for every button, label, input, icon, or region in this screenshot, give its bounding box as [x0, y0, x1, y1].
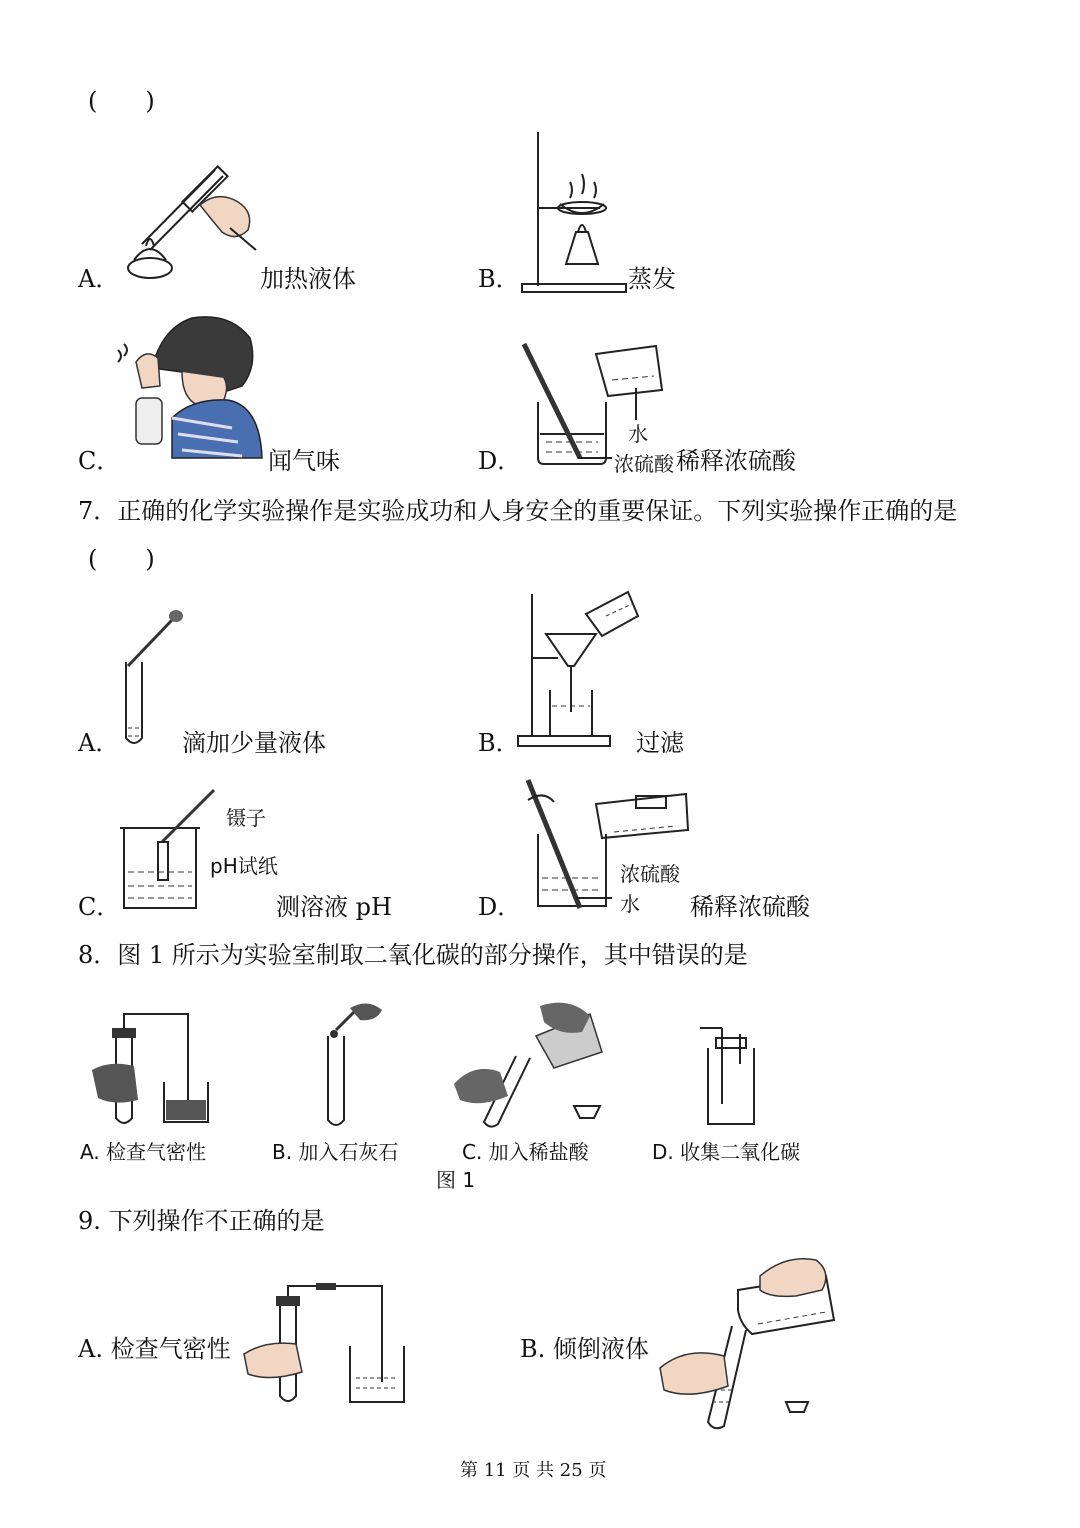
- q7-c-figure-measure-ph: [118, 782, 218, 912]
- q7-option-b-label: 过滤: [636, 729, 684, 757]
- q7-stem: 7．正确的化学实验操作是实验成功和人身安全的重要保证。下列实验操作正确的是: [78, 497, 958, 525]
- q6-option-c-letter: C．: [78, 447, 121, 475]
- q7-option-b-letter: B．: [478, 729, 520, 757]
- q7-option-d-letter: D．: [478, 893, 522, 921]
- q8-option-b: B. 加入石灰石: [272, 1140, 399, 1164]
- q6-option-b-letter: B．: [478, 265, 520, 293]
- q6-c-figure-smelling-boy: [112, 308, 270, 466]
- q7-d-fig-acid-label: 浓硫酸: [620, 862, 680, 886]
- q8-stem: 8．图 1 所示为实验室制取二氧化碳的部分操作，其中错误的是: [78, 941, 748, 969]
- q8-option-a: A. 检查气密性: [80, 1140, 207, 1164]
- q6-option-b-label: 蒸发: [628, 265, 676, 293]
- q7-bracket: ( ): [88, 545, 155, 573]
- q6-option-d-letter: D．: [478, 447, 522, 475]
- q7-d-fig-water-label: 水: [620, 892, 640, 916]
- q7-d-figure-dilution: [516, 774, 696, 914]
- q9-stem: 9. 下列操作不正确的是: [78, 1207, 325, 1235]
- q6-d-fig-water-label: 水: [628, 422, 648, 446]
- q8-b-figure-add-limestone: [316, 1000, 396, 1130]
- q8-d-figure-collect-co2: [696, 1024, 766, 1130]
- q6-option-c-label: 闻气味: [268, 447, 340, 475]
- q8-c-figure-add-acid: [450, 996, 610, 1132]
- q6-bracket: ( ): [88, 87, 155, 115]
- q7-option-d-label: 稀释浓硫酸: [690, 893, 810, 921]
- q8-option-c: C. 加入稀盐酸: [462, 1140, 589, 1164]
- page-footer: 第 11 页 共 25 页: [460, 1460, 607, 1481]
- q7-option-c-label: 测溶液 pH: [276, 893, 392, 921]
- q7-b-figure-filtration: [516, 586, 646, 752]
- q7-option-c-letter: C．: [78, 893, 121, 921]
- q8-option-d: D. 收集二氧化碳: [652, 1140, 801, 1164]
- q6-b-figure-evaporation: [520, 128, 630, 296]
- q7-option-a-label: 滴加少量液体: [182, 729, 326, 757]
- q6-option-a-label: 加热液体: [260, 265, 356, 293]
- q7-option-a-letter: A．: [78, 729, 120, 757]
- q9-option-b-label: B. 倾倒液体: [520, 1335, 649, 1363]
- q8-figure-caption: 图 1: [436, 1168, 476, 1192]
- q9-option-a-label: A. 检查气密性: [78, 1335, 231, 1363]
- q9-a-figure-check-airtightness: [242, 1282, 412, 1410]
- q8-a-figure-check-airtightness: [90, 1010, 220, 1130]
- q6-option-d-label: 稀释浓硫酸: [676, 447, 796, 475]
- q9-b-figure-pour-liquid: [656, 1250, 846, 1440]
- q7-a-figure-dropper: [118, 610, 188, 750]
- q7-c-fig-paper-label: pH试纸: [210, 854, 278, 878]
- q6-a-figure-heating-liquid: [120, 150, 260, 290]
- q6-option-a-letter: A．: [78, 265, 120, 293]
- q7-c-fig-tweezers-label: 镊子: [226, 806, 266, 830]
- q6-d-fig-acid-label: 浓硫酸: [614, 452, 674, 476]
